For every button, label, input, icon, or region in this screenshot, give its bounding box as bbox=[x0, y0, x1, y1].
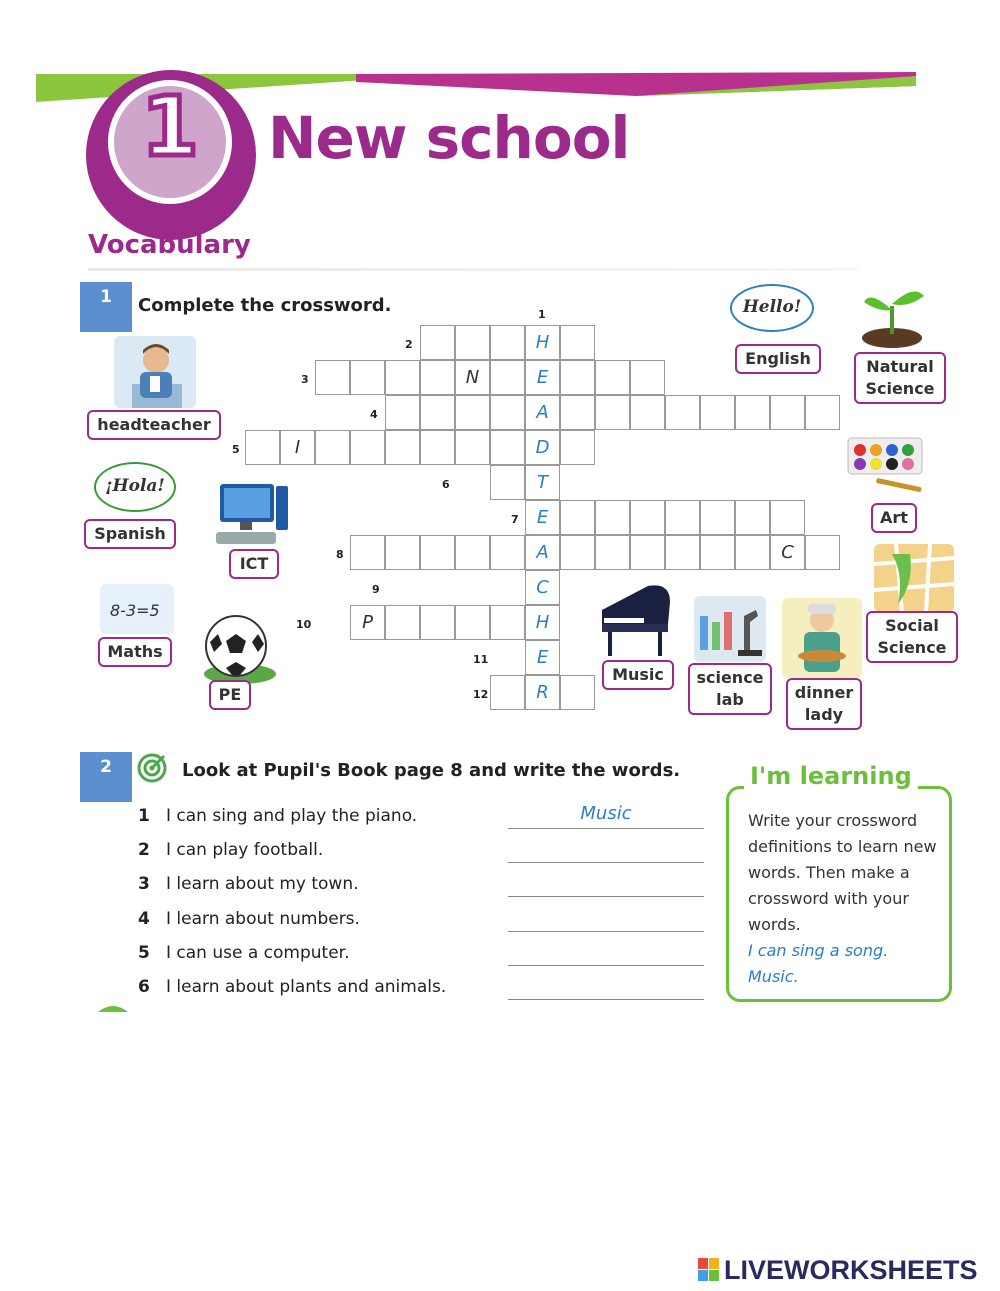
label-science-lab-line-2: lab bbox=[716, 690, 744, 709]
label-english: English bbox=[735, 344, 821, 374]
clue-number: 10 bbox=[296, 618, 312, 631]
exercise-1-instruction: Complete the crossword. bbox=[138, 295, 392, 316]
crossword-cell[interactable]: H bbox=[525, 325, 560, 360]
crossword-cell[interactable]: C bbox=[525, 570, 560, 605]
learning-box-title: I'm learning bbox=[744, 762, 918, 790]
clue-number: 3 bbox=[301, 373, 309, 386]
answer-field[interactable] bbox=[508, 937, 704, 966]
crossword-cell[interactable] bbox=[420, 360, 455, 395]
clue-number: 11 bbox=[473, 653, 489, 666]
crossword-cell[interactable]: C bbox=[770, 535, 805, 570]
crossword-cell[interactable] bbox=[455, 605, 490, 640]
answer-field[interactable]: Music bbox=[508, 800, 704, 829]
exercise-2-number: 2 bbox=[80, 752, 132, 802]
crossword-cell[interactable]: E bbox=[525, 640, 560, 675]
crossword-cell[interactable] bbox=[455, 325, 490, 360]
crossword-cell[interactable] bbox=[385, 535, 420, 570]
hello-speech-bubble: Hello! bbox=[730, 284, 814, 332]
label-social-science-line-2: Science bbox=[877, 638, 947, 657]
crossword-cell[interactable] bbox=[490, 395, 525, 430]
answer-field[interactable] bbox=[508, 903, 704, 932]
clue-number: 5 bbox=[232, 443, 240, 456]
crossword-cell[interactable] bbox=[490, 675, 525, 710]
item-number: 5 bbox=[138, 942, 150, 963]
crossword-cell[interactable] bbox=[315, 430, 350, 465]
crossword-cell[interactable] bbox=[560, 325, 595, 360]
crossword-cell[interactable] bbox=[385, 430, 420, 465]
crossword-cell[interactable]: P bbox=[350, 605, 385, 640]
crossword-cell[interactable] bbox=[420, 535, 455, 570]
svg-text:8-3=5: 8-3=5 bbox=[110, 601, 160, 620]
crossword-cell[interactable] bbox=[630, 535, 665, 570]
crossword-cell[interactable] bbox=[560, 675, 595, 710]
crossword-cell[interactable] bbox=[805, 395, 840, 430]
exercise-1-number: 1 bbox=[80, 282, 132, 332]
crossword-cell[interactable] bbox=[560, 395, 595, 430]
unit-number: 1 bbox=[141, 80, 199, 175]
decorative-green-arc bbox=[96, 1000, 130, 1012]
crossword-cell[interactable] bbox=[420, 430, 455, 465]
crossword-cell[interactable]: T bbox=[525, 465, 560, 500]
label-natural-science-line-1: Natural bbox=[866, 357, 934, 376]
crossword-cell[interactable] bbox=[490, 325, 525, 360]
crossword-cell[interactable] bbox=[560, 430, 595, 465]
map-image bbox=[874, 544, 954, 612]
page-title: New school bbox=[268, 104, 630, 172]
clue-number: 1 bbox=[538, 308, 546, 321]
crossword-cell[interactable] bbox=[560, 500, 595, 535]
crossword-cell[interactable] bbox=[420, 395, 455, 430]
crossword-cell[interactable] bbox=[455, 395, 490, 430]
piano-image bbox=[598, 580, 674, 660]
crossword-cell[interactable]: H bbox=[525, 605, 560, 640]
clue-number: 7 bbox=[511, 513, 519, 526]
crossword-cell[interactable] bbox=[805, 535, 840, 570]
learning-box-text: Write your crossword definitions to learn new words. Then make a crossword with your words. bbox=[748, 811, 937, 934]
label-music: Music bbox=[602, 660, 674, 690]
item-text: I learn about numbers. bbox=[166, 908, 360, 929]
answer-field[interactable] bbox=[508, 971, 704, 1000]
paints-image bbox=[846, 432, 926, 502]
item-text: I can use a computer. bbox=[166, 942, 350, 963]
crossword-cell[interactable] bbox=[630, 360, 665, 395]
crossword-cell[interactable] bbox=[490, 465, 525, 500]
crossword-cell[interactable] bbox=[665, 500, 700, 535]
label-spanish: Spanish bbox=[84, 519, 176, 549]
crossword-cell[interactable] bbox=[420, 325, 455, 360]
item-text: I learn about my town. bbox=[166, 874, 359, 895]
crossword-cell[interactable] bbox=[350, 360, 385, 395]
learning-box-example-1: I can sing a song. bbox=[748, 941, 889, 960]
answer-field[interactable] bbox=[508, 834, 704, 863]
science-lab-image bbox=[694, 596, 766, 662]
crossword-cell[interactable] bbox=[490, 430, 525, 465]
crossword-cell[interactable] bbox=[700, 500, 735, 535]
crossword-cell[interactable] bbox=[595, 395, 630, 430]
divider bbox=[88, 268, 858, 271]
label-dinner-lady-line-2: lady bbox=[804, 705, 844, 724]
item-text: I can play football. bbox=[166, 840, 324, 861]
clue-number: 2 bbox=[405, 338, 413, 351]
crossword-cell[interactable] bbox=[595, 500, 630, 535]
exercise-2-instruction: Look at Pupil's Book page 8 and write the words. bbox=[182, 760, 681, 781]
label-social-science-line-1: Social bbox=[885, 616, 939, 635]
clue-number: 8 bbox=[336, 548, 344, 561]
crossword-cell[interactable] bbox=[630, 395, 665, 430]
label-pe: PE bbox=[209, 680, 251, 710]
label-maths: Maths bbox=[98, 637, 172, 667]
liveworksheets-logo-icon bbox=[698, 1258, 720, 1282]
item-number: 3 bbox=[138, 874, 150, 895]
crossword-cell[interactable] bbox=[560, 535, 595, 570]
label-ict: ICT bbox=[229, 549, 279, 579]
label-social-science bbox=[866, 611, 958, 663]
crossword-cell[interactable]: I bbox=[280, 430, 315, 465]
hola-speech-bubble: ¡Hola! bbox=[94, 462, 176, 512]
crossword-cell[interactable] bbox=[700, 395, 735, 430]
crossword-cell[interactable]: E bbox=[525, 360, 560, 395]
crossword-cell[interactable]: A bbox=[525, 535, 560, 570]
clue-number: 4 bbox=[370, 408, 378, 421]
label-science-lab bbox=[688, 663, 772, 715]
crossword-cell[interactable]: E bbox=[525, 500, 560, 535]
item-number: 4 bbox=[138, 908, 150, 929]
dinner-lady-image bbox=[782, 598, 862, 678]
computer-image bbox=[212, 480, 292, 550]
crossword-cell[interactable] bbox=[490, 360, 525, 395]
item-number: 6 bbox=[138, 977, 150, 997]
crossword-cell[interactable] bbox=[735, 500, 770, 535]
section-title: Vocabulary bbox=[88, 230, 251, 260]
crossword-cell[interactable] bbox=[245, 430, 280, 465]
football-image bbox=[202, 612, 278, 684]
crossword-cell[interactable] bbox=[315, 360, 350, 395]
crossword-cell[interactable] bbox=[595, 360, 630, 395]
plant-image bbox=[856, 278, 930, 350]
crossword-cell[interactable] bbox=[735, 535, 770, 570]
crossword-cell[interactable] bbox=[770, 500, 805, 535]
crossword-cell[interactable] bbox=[385, 395, 420, 430]
crossword-cell[interactable] bbox=[350, 430, 385, 465]
crossword-cell[interactable] bbox=[350, 535, 385, 570]
label-natural-science bbox=[854, 352, 946, 404]
maths-image bbox=[100, 584, 174, 634]
item-text: I learn about plants and animals. bbox=[166, 977, 447, 997]
crossword-cell[interactable] bbox=[665, 395, 700, 430]
crossword-cell[interactable]: A bbox=[525, 395, 560, 430]
label-dinner-lady-line-1: dinner bbox=[794, 683, 854, 702]
item-number: 2 bbox=[138, 840, 150, 861]
label-headteacher: headteacher bbox=[87, 410, 221, 440]
crossword-cell[interactable] bbox=[630, 500, 665, 535]
clue-number: 9 bbox=[372, 583, 380, 596]
item-text: I can sing and play the piano. bbox=[166, 806, 418, 826]
answer-field[interactable] bbox=[508, 868, 704, 897]
crossword-cell[interactable]: D bbox=[525, 430, 560, 465]
label-science-lab-line-1: science bbox=[696, 668, 764, 687]
crossword-cell[interactable] bbox=[455, 430, 490, 465]
crossword-cell[interactable] bbox=[420, 605, 455, 640]
clue-number: 12 bbox=[473, 688, 489, 701]
crossword-cell[interactable] bbox=[490, 535, 525, 570]
crossword-cell[interactable] bbox=[770, 395, 805, 430]
label-dinner-lady bbox=[786, 678, 862, 730]
crossword-cell[interactable] bbox=[665, 535, 700, 570]
crossword-cell[interactable] bbox=[735, 395, 770, 430]
label-art: Art bbox=[871, 503, 917, 533]
item-number: 1 bbox=[138, 806, 150, 826]
crossword-cell[interactable] bbox=[455, 535, 490, 570]
clue-number: 6 bbox=[442, 478, 450, 491]
learning-box-example bbox=[748, 938, 944, 990]
footer-brand: LIVEWORKSHEETS bbox=[724, 1255, 978, 1285]
label-natural-science-line-2: Science bbox=[865, 379, 935, 398]
learning-box-example-2: Music. bbox=[748, 967, 799, 986]
crossword-cell[interactable] bbox=[385, 605, 420, 640]
crossword-cell[interactable] bbox=[700, 535, 735, 570]
crossword-cell[interactable] bbox=[490, 605, 525, 640]
target-icon bbox=[136, 752, 168, 784]
crossword-cell[interactable] bbox=[595, 535, 630, 570]
crossword-cell[interactable]: R bbox=[525, 675, 560, 710]
headteacher-image bbox=[114, 336, 196, 408]
crossword-cell[interactable] bbox=[560, 360, 595, 395]
crossword-cell[interactable] bbox=[385, 360, 420, 395]
crossword-cell[interactable]: N bbox=[455, 360, 490, 395]
